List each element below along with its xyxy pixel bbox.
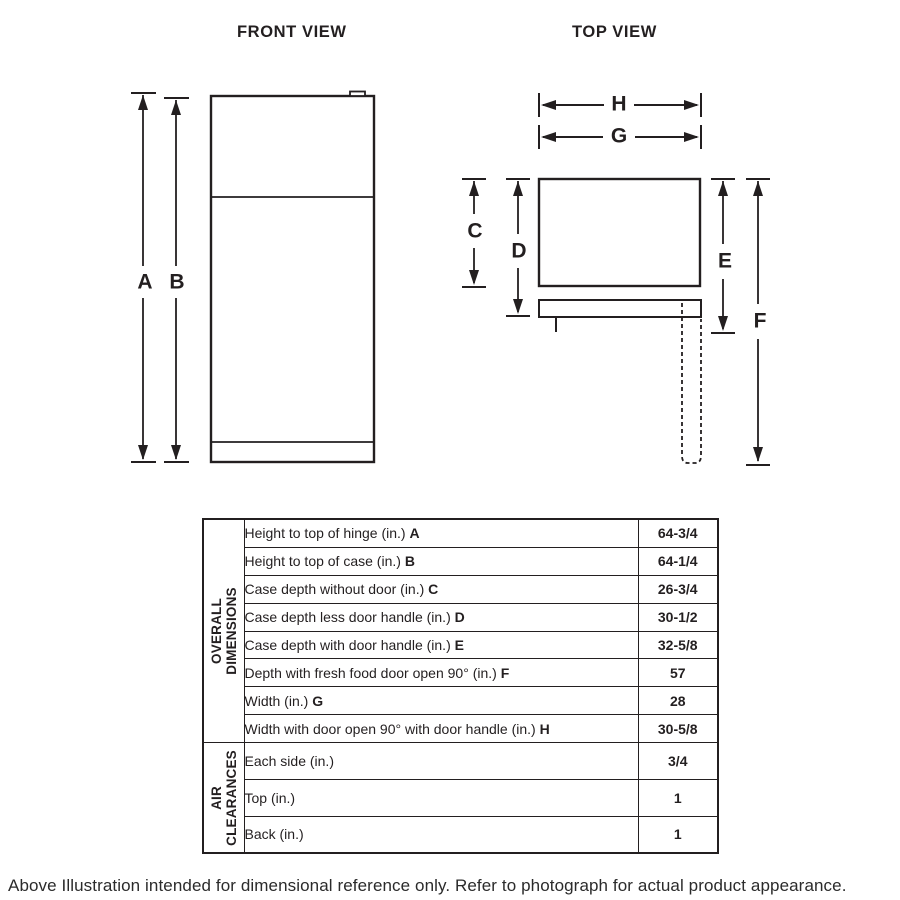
row-label: Width with door open 90° with door handle (in.) H (244, 715, 638, 743)
row-value: 64-1/4 (638, 547, 718, 575)
row-value: 1 (638, 779, 718, 816)
section-header-overall-dimensions (203, 519, 244, 743)
section-header-air-clearances (203, 743, 244, 854)
dim-label-c: C (467, 219, 483, 243)
table-row (203, 547, 718, 575)
table-row (203, 715, 718, 743)
row-label: Depth with fresh food door open 90° (in.) F (244, 659, 638, 687)
row-key: D (454, 609, 465, 626)
table-row (203, 603, 718, 631)
row-label: Case depth less door handle (in.) D (244, 603, 638, 631)
table-row (203, 519, 718, 547)
row-label: Back (in.) (244, 816, 638, 853)
fridge-hinge (350, 92, 365, 97)
dim-label-f: F (753, 309, 767, 333)
row-label: Width (in.) G (244, 687, 638, 715)
row-key: H (539, 720, 550, 737)
row-key: C (428, 581, 439, 598)
table-row (203, 659, 718, 687)
row-label: Case depth without door (in.) C (244, 575, 638, 603)
row-value: 26-3/4 (638, 575, 718, 603)
row-label: Case depth with door handle (in.) E (244, 631, 638, 659)
dimensions-table (202, 518, 719, 854)
table-row (203, 631, 718, 659)
row-key: A (409, 525, 420, 542)
top-view-drawing (462, 93, 770, 465)
top-view-title: TOP VIEW (572, 23, 657, 41)
row-key: E (454, 637, 464, 653)
row-value: 30-1/2 (638, 603, 718, 631)
table-row (203, 779, 718, 816)
dim-label-e: E (717, 249, 733, 273)
open-door-dashed (682, 303, 701, 463)
row-value: 64-3/4 (638, 519, 718, 547)
row-value: 30-5/8 (638, 715, 718, 743)
row-value: 3/4 (638, 743, 718, 780)
row-label: Height to top of case (in.) B (244, 547, 638, 575)
dim-label-d: D (511, 239, 527, 263)
table-row (203, 687, 718, 715)
row-value: 57 (638, 659, 718, 687)
row-value: 28 (638, 687, 718, 715)
dim-label-g: G (610, 124, 628, 148)
section-header-line: OVERALL (208, 598, 224, 665)
row-key: G (312, 692, 324, 709)
row-label: Top (in.) (244, 779, 638, 816)
case-outline (539, 179, 700, 286)
row-key: B (404, 553, 415, 570)
row-value: 32-5/8 (638, 631, 718, 659)
table-row (203, 743, 718, 780)
dim-label-h: H (611, 92, 627, 116)
door-outline (539, 300, 701, 317)
dim-label-a: A (137, 270, 153, 294)
section-header-line: DIMENSIONS (223, 587, 239, 675)
dim-label-b: B (169, 270, 185, 294)
footnote: Above Illustration intended for dimensional reference only. Refer to photograph for actual product appearance. (8, 876, 847, 895)
front-view-drawing (131, 92, 374, 463)
front-view-title: FRONT VIEW (237, 23, 347, 41)
row-label: Height to top of hinge (in.) A (244, 519, 638, 547)
section-header-line: CLEARANCES (223, 749, 239, 846)
row-key: F (500, 664, 510, 681)
section-header-line: AIR (208, 785, 224, 810)
row-value: 1 (638, 816, 718, 853)
row-label: Each side (in.) (244, 743, 638, 780)
table-row (203, 575, 718, 603)
fridge-outline (211, 96, 374, 462)
table-row (203, 816, 718, 853)
